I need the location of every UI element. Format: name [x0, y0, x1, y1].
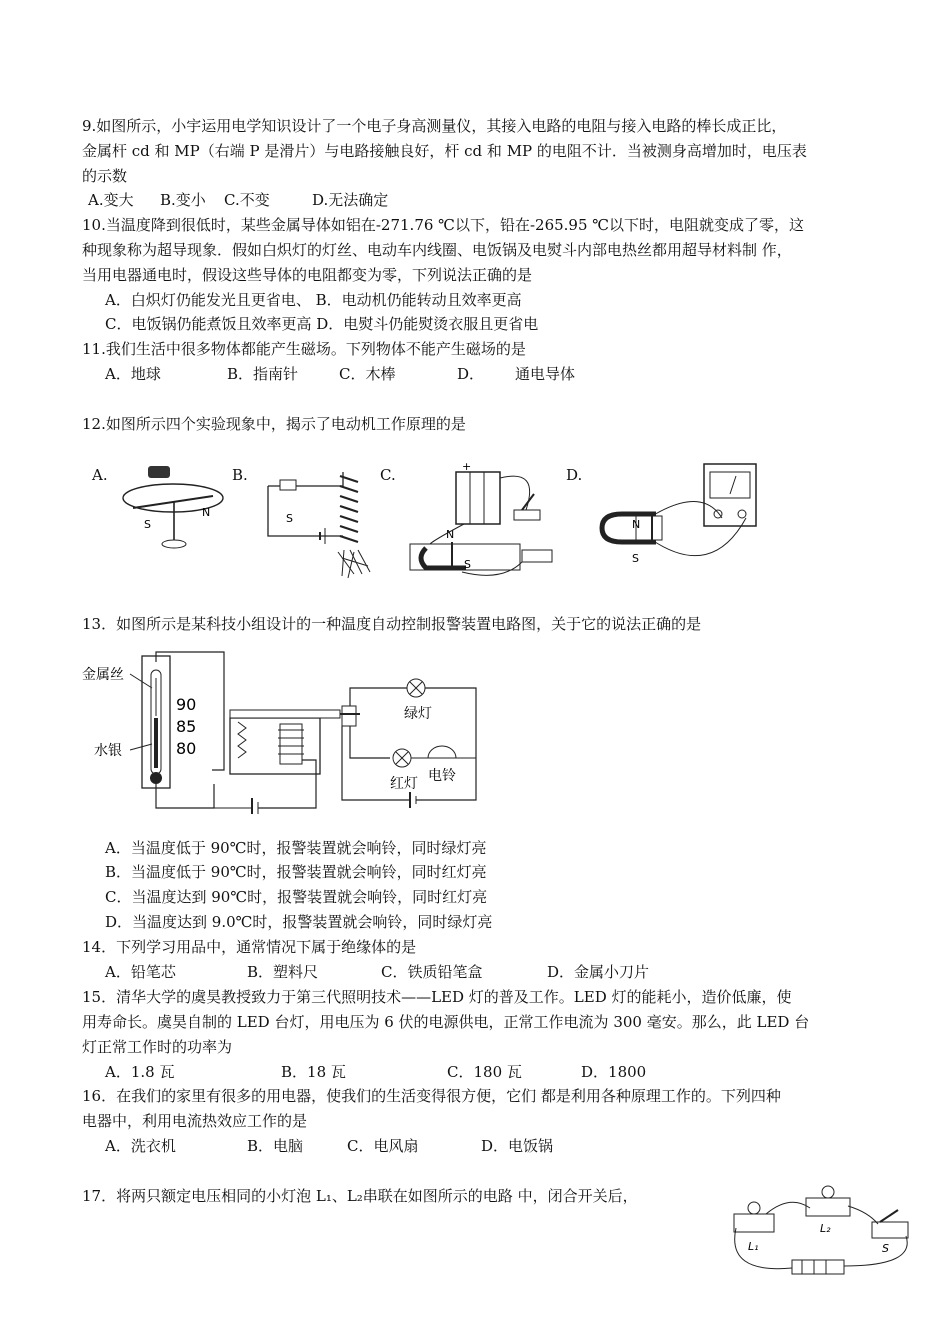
q13-option-d: D．当温度达到 9.0℃时，报警装置就会响铃，同时绿灯亮 — [105, 913, 493, 931]
q13-circuit-figure — [80, 648, 490, 814]
svg-text:+: + — [462, 460, 472, 473]
q10-option-d: D．电熨斗仍能熨烫衣服且更省电 — [316, 315, 539, 333]
q13-option-a: A．当温度低于 90℃时，报警装置就会响铃，同时绿灯亮 — [105, 839, 487, 857]
q15-line1: 15．清华大学的虞昊教授致力于第三代照明技术——LED 灯的普及工作。LED 灯的能耗小，造价低廉，使 — [82, 988, 792, 1006]
q12-d-n-label: N — [632, 518, 641, 531]
q13-stem: 13．如图所示是某科技小组设计的一种温度自动控制报警装置电路图，关于它的说法正确的是 — [82, 615, 702, 633]
q12-label-b: B. — [232, 466, 248, 484]
q14-option-b: B．塑料尺 — [247, 963, 319, 981]
q9-line1: 9.如图所示，小宇运用电学知识设计了一个电子身高测量仪，其接入电路的电阻与接入电路的棒长成正比， — [82, 117, 787, 135]
q15-line3: 灯正常工作时的功率为 — [82, 1038, 233, 1056]
q12-figure-d — [592, 458, 762, 580]
q10-option-b: B．电动机仍能转动且效率更高 — [315, 291, 522, 309]
q11-option-d-text: 通电导体 — [515, 365, 576, 383]
q13-scale-85: 85 — [176, 717, 197, 736]
q9-option-c: C.不变 — [224, 191, 270, 209]
q15-option-b: B．18 瓦 — [281, 1063, 346, 1081]
q16-option-d: D．电饭锅 — [481, 1137, 554, 1155]
q13-red-lamp-label: 红灯 — [390, 776, 418, 792]
q11-stem: 11.我们生活中很多物体都能产生磁场。下列物体不能产生磁场的是 — [82, 340, 526, 358]
q14-options — [105, 962, 649, 982]
q13-bell-label: 电铃 — [428, 768, 456, 784]
q17-l1-label: L₁ — [748, 1240, 759, 1253]
q16-options — [105, 1136, 553, 1156]
q16-line1: 16．在我们的家里有很多的用电器，使我们的生活变得很方便，它们 都是利用各种原理工作的。下列四种 — [82, 1087, 781, 1105]
q9-option-a: A.变大 — [88, 191, 134, 209]
q12-label-a: A. — [92, 466, 108, 484]
q10-option-a: A．白炽灯仍能发光且更省电、 — [105, 291, 311, 309]
q12-c-n-label: N — [446, 528, 455, 541]
q9-options — [88, 190, 388, 210]
q12-stem: 12.如图所示四个实验现象中，揭示了电动机工作原理的是 — [82, 415, 466, 433]
q13-option-c: C．当温度达到 90℃时，报警装置就会响铃，同时红灯亮 — [105, 888, 488, 906]
q10-line2: 种现象称为超导现象．假如白炽灯的灯丝、电动车内线圈、电饭锅及电熨斗内部电热丝都用超导材料制 作， — [82, 241, 792, 259]
q9-line2: 金属杆 cd 和 MP（右端 P 是滑片）与电路接触良好，杆 cd 和 MP 的电阻不计．当被测身高增加时，电压表 — [82, 142, 807, 160]
q15-line2: 用寿命长。虞昊自制的 LED 台灯，用电压为 6 伏的电源供电，正常工作电流为 300 毫安。那么，此 LED 台 — [82, 1013, 810, 1031]
q11-option-b: B．指南针 — [227, 365, 299, 383]
q12-label-d: D. — [566, 466, 583, 484]
q15-option-c: C．180 瓦 — [447, 1063, 522, 1081]
q14-option-a: A．铅笔芯 — [105, 963, 176, 981]
q11-option-a: A．地球 — [105, 365, 161, 383]
q10-option-c: C．电饭锅仍能煮饭且效率更高 — [105, 315, 312, 333]
q10-line3: 当用电器通电时，假设这些导体的电阻都变为零，下列说法正确的是 — [82, 266, 533, 284]
q10-options-ab — [105, 290, 522, 310]
q15-options — [105, 1062, 646, 1082]
q9-option-b: B.变小 — [160, 191, 206, 209]
q14-option-c: C．铁质铅笔盒 — [381, 963, 483, 981]
q11-option-d: D． — [457, 365, 485, 383]
q13-green-lamp-label: 绿灯 — [404, 706, 432, 722]
q16-option-b: B．电脑 — [247, 1137, 304, 1155]
q10-options-cd — [105, 314, 538, 334]
q12-d-s-label: S — [632, 552, 639, 565]
q9-option-d: D.无法确定 — [312, 191, 389, 209]
q16-option-a: A．洗衣机 — [105, 1137, 176, 1155]
q10-line1: 10.当温度降到很低时，某些金属导体如铝在-271.76 ℃以下，铅在-265.95 ℃以下时，电阻就变成了零，这 — [82, 216, 805, 234]
q17-stem: 17．将两只额定电压相同的小灯泡 L₁、L₂串联在如图所示的电路 中，闭合开关后， — [82, 1187, 638, 1205]
q17-switch-label: S — [882, 1242, 889, 1255]
q12-figure-c — [404, 458, 564, 580]
q11-options — [105, 364, 575, 384]
q12-figure-b — [258, 462, 376, 580]
q12-b-s-label: S — [286, 512, 293, 525]
q12-c-s-label: S — [464, 558, 471, 571]
q13-mercury-label: 水银 — [94, 743, 122, 759]
q16-option-c: C．电风扇 — [347, 1137, 419, 1155]
q15-option-d: D．1800 — [581, 1063, 647, 1081]
q16-line2: 电器中，利用电流热效应工作的是 — [82, 1112, 308, 1130]
q9-line3: 的示数 — [82, 167, 128, 185]
q13-option-b: B．当温度低于 90℃时，报警装置就会响铃，同时红灯亮 — [105, 863, 487, 881]
q13-wire-label: 金属丝 — [82, 667, 124, 683]
q12-figure-a — [118, 458, 228, 558]
q12-a-n-label: N — [202, 506, 211, 519]
q11-option-c: C．木棒 — [339, 365, 396, 383]
q17-l2-label: L₂ — [820, 1222, 831, 1235]
q12-a-s-label: S — [144, 518, 151, 531]
q17-circuit-figure — [722, 1184, 922, 1280]
q12-label-c: C. — [380, 466, 396, 484]
q14-stem: 14．下列学习用品中，通常情况下属于绝缘体的是 — [82, 938, 417, 956]
q13-scale-80: 80 — [176, 739, 197, 758]
q13-scale-90: 90 — [176, 695, 197, 714]
q14-option-d: D．金属小刀片 — [547, 963, 650, 981]
q15-option-a: A．1.8 瓦 — [105, 1063, 175, 1081]
